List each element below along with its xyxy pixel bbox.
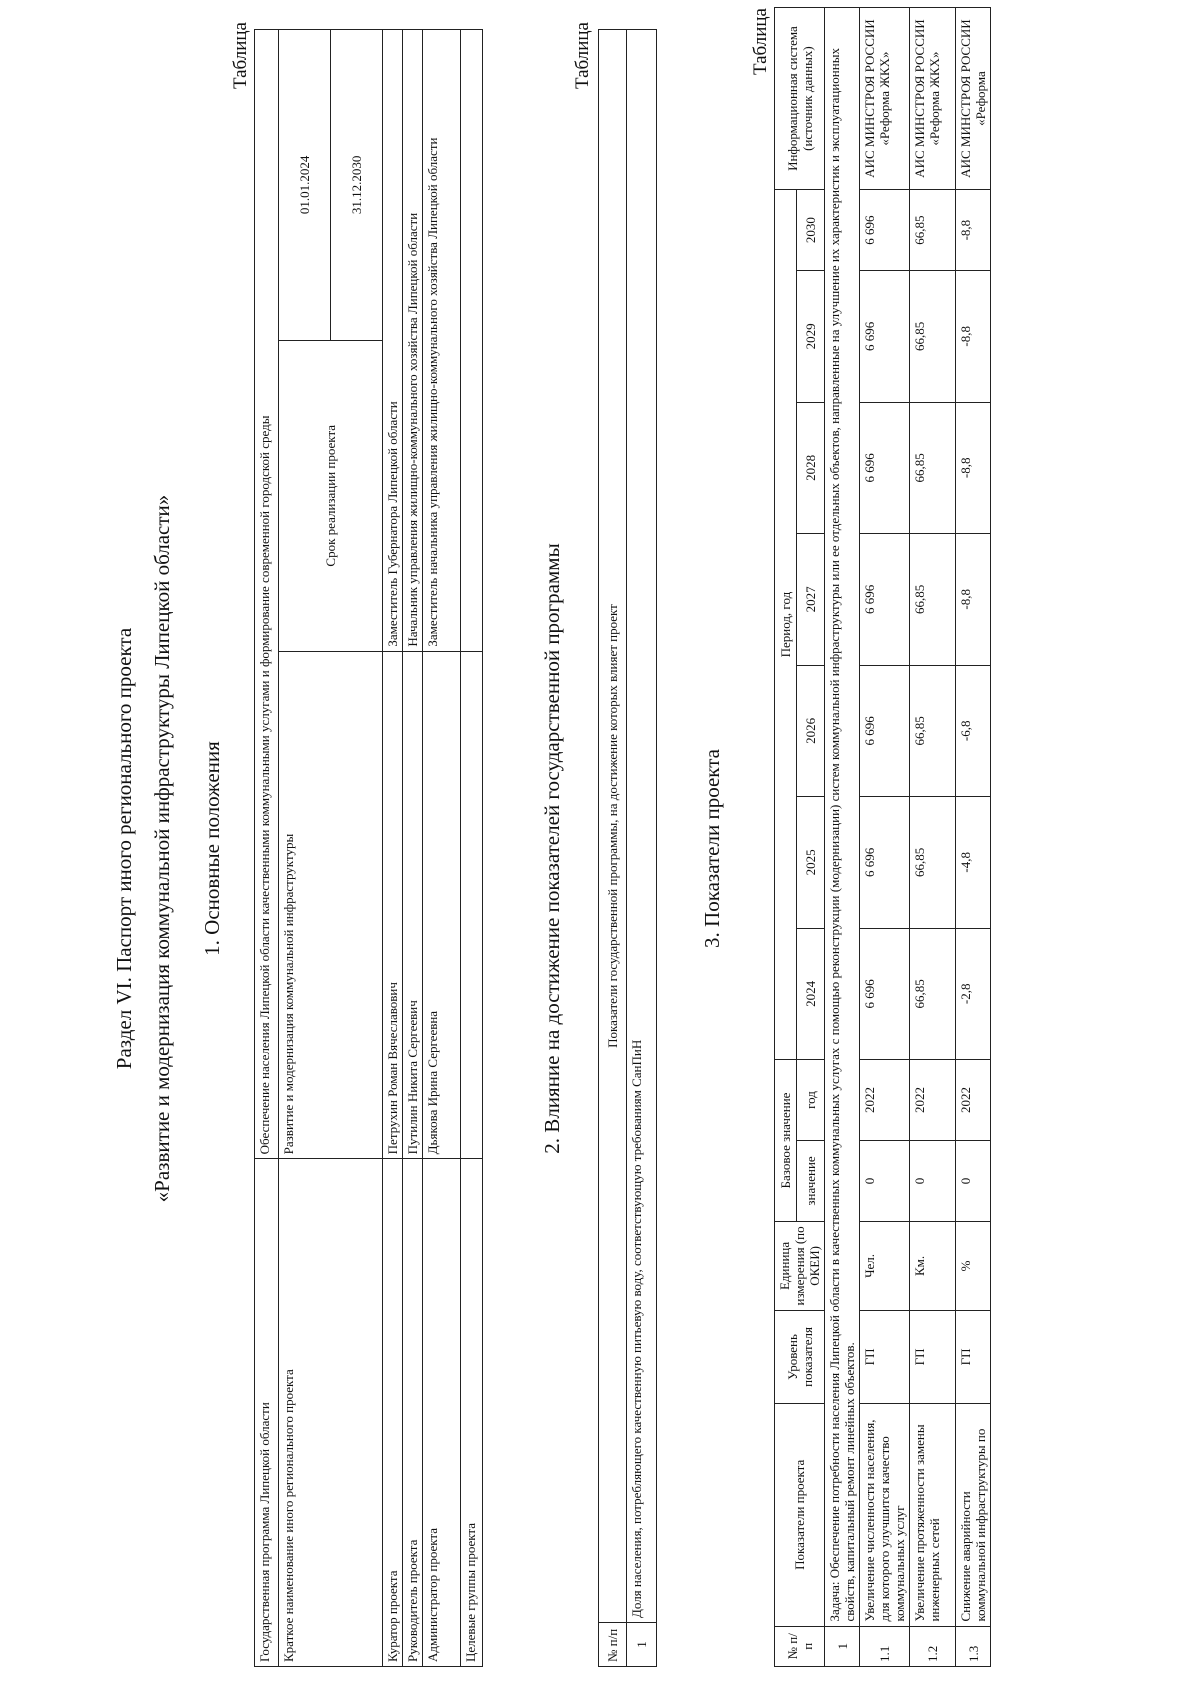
row-base-value: 0 [956, 1141, 991, 1222]
row-value-2029: -8,8 [956, 271, 991, 403]
col-num-header: № п/п [599, 1623, 627, 1667]
section3-table-label: Таблица [750, 8, 771, 76]
row-unit: % [956, 1221, 991, 1310]
row-level: ГП [956, 1310, 991, 1403]
col-base-value: значение [797, 1141, 825, 1222]
row-value-2030: 66,85 [910, 190, 956, 271]
row-value-2024: 6 696 [860, 928, 910, 1060]
short-name-label: Краткое наименование иного регионального проекта [279, 1159, 383, 1667]
row-value-2029: 6 696 [860, 271, 910, 403]
curator-name: Петрухин Роман Вячеславович [383, 651, 403, 1159]
admin-name: Дьякова Ирина Сергеевна [423, 651, 461, 1159]
target-groups-value [461, 651, 483, 1159]
row-level: ГП [910, 1310, 956, 1403]
target-groups-empty [461, 30, 483, 652]
col-indicator: Показатели проекта [775, 1404, 825, 1627]
row-unit: Км. [910, 1221, 956, 1310]
col-base-year: год [797, 1060, 825, 1141]
head-role: Начальник управления жилищно-коммунального хозяйства Липецкой области [403, 30, 423, 652]
row-value-2028: 6 696 [860, 402, 910, 534]
col-year-2026: 2026 [797, 665, 825, 797]
term-start: 01.01.2024 [279, 30, 331, 341]
col-year-2029: 2029 [797, 271, 825, 403]
col-level: Уровень показателя [775, 1310, 825, 1403]
row-value-2029: 66,85 [910, 271, 956, 403]
project-indicators-table [774, 7, 991, 1667]
row-value-2025: -4,8 [956, 797, 991, 929]
program-value: Обеспечение населения Липецкой области качественными коммунальными услугами и формирование современной городской среды [255, 30, 279, 1159]
target-groups-label: Целевые группы проекта [461, 1159, 483, 1667]
section-heading: Раздел VI. Паспорт иного регионального проекта [112, 627, 136, 1070]
row-indicator: Увеличение численности населения, для которого улучшится качество коммунальных услуг [860, 1404, 910, 1627]
row-num: 1 [627, 1623, 657, 1667]
col-period: Период, год [775, 190, 797, 1060]
col-num: № п/п [775, 1626, 825, 1666]
col-year-2027: 2027 [797, 534, 825, 666]
col-indicator-header: Показатели государственной программы, на достижение которых влияет проект [599, 30, 627, 1623]
section2-title: 2. Влияние на достижение показателей государственной программы [540, 543, 564, 1154]
row-base-value: 0 [860, 1141, 910, 1222]
col-base: Базовое значение [775, 1060, 797, 1222]
row-base-year: 2022 [860, 1060, 910, 1141]
row-value-2026: -6,8 [956, 665, 991, 797]
row-num: 1.1 [860, 1626, 910, 1666]
row-base-year: 2022 [910, 1060, 956, 1141]
row-value-2027: -8,8 [956, 534, 991, 666]
section3-title: 3. Показатели проекта [700, 749, 724, 948]
row-value-2025: 6 696 [860, 797, 910, 929]
term-label: Срок реализации проекта [279, 340, 383, 651]
row-indicator: Увеличение протяженности замены инженерных сетей [910, 1404, 956, 1627]
program-indicators-table [598, 29, 657, 1667]
task-num: 1 [825, 1626, 860, 1666]
row-source: АИС МИНСТРОЯ РОССИИ «Реформа ЖКХ» [860, 8, 910, 190]
col-year-2030: 2030 [797, 190, 825, 271]
col-year-2025: 2025 [797, 797, 825, 929]
row-value-2026: 6 696 [860, 665, 910, 797]
row-level: ГП [860, 1310, 910, 1403]
row-indicator: Снижение аварийности коммунальной инфраструктуры по [956, 1404, 991, 1627]
row-source: АИС МИНСТРОЯ РОССИИ «Реформа ЖКХ» [910, 8, 956, 190]
section1-title: 1. Основные положения [200, 741, 224, 956]
row-num: 1.2 [910, 1626, 956, 1666]
row-value-2028: 66,85 [910, 402, 956, 534]
row-value-2026: 66,85 [910, 665, 956, 797]
curator-label: Куратор проекта [383, 1159, 403, 1667]
admin-role: Заместитель начальника управления жилищно-коммунального хозяйства Липецкой области [423, 30, 461, 652]
row-value-2024: 66,85 [910, 928, 956, 1060]
admin-label: Администратор проекта [423, 1159, 461, 1667]
task-text: Задача: Обеспечение потребности населения Липецкой области в качественных коммунальных услугах с помощью реконструкции (модернизации) систем коммунальной инфраструктуры или ее отдельных объектов, направленные на улучшение их характеристик и эксплуатационных свойств, капитальный ремонт линейных объектов. [825, 8, 860, 1627]
row-base-year: 2022 [956, 1060, 991, 1141]
row-value-2027: 66,85 [910, 534, 956, 666]
section1-table-label: Таблица [230, 22, 251, 90]
row-base-value: 0 [910, 1141, 956, 1222]
col-year-2028: 2028 [797, 402, 825, 534]
row-source: АИС МИНСТРОЯ РОССИИ «Реформа [956, 8, 991, 190]
head-label: Руководитель проекта [403, 1159, 423, 1667]
col-year-2024: 2024 [797, 928, 825, 1060]
col-unit: Единица измерения (по ОКЕИ) [775, 1221, 825, 1310]
short-name-value: Развитие и модернизация коммунальной инфраструктуры [279, 651, 383, 1159]
col-source: Информационная система (источник данных) [775, 8, 825, 190]
row-unit: Чел. [860, 1221, 910, 1310]
term-end: 31.12.2030 [331, 30, 383, 341]
head-name: Путилин Никита Сергеевич [403, 651, 423, 1159]
row-value-2030: -8,8 [956, 190, 991, 271]
project-name: «Развитие и модернизация коммунальной инфраструктуры Липецкой области» [150, 494, 174, 1203]
row-value-2030: 6 696 [860, 190, 910, 271]
main-provisions-table [254, 29, 483, 1667]
section2-table-label: Таблица [572, 22, 593, 90]
row-num: 1.3 [956, 1626, 991, 1666]
row-value-2027: 6 696 [860, 534, 910, 666]
program-label: Государственная программа Липецкой области [255, 1159, 279, 1667]
row-value-2025: 66,85 [910, 797, 956, 929]
row-value-2028: -8,8 [956, 402, 991, 534]
row-value-2024: -2,8 [956, 928, 991, 1060]
curator-role: Заместитель Губернатора Липецкой области [383, 30, 403, 652]
row-indicator: Доля населения, потребляющего качественную питьевую воду, соответствующую требованиям СанПиН [627, 30, 657, 1623]
